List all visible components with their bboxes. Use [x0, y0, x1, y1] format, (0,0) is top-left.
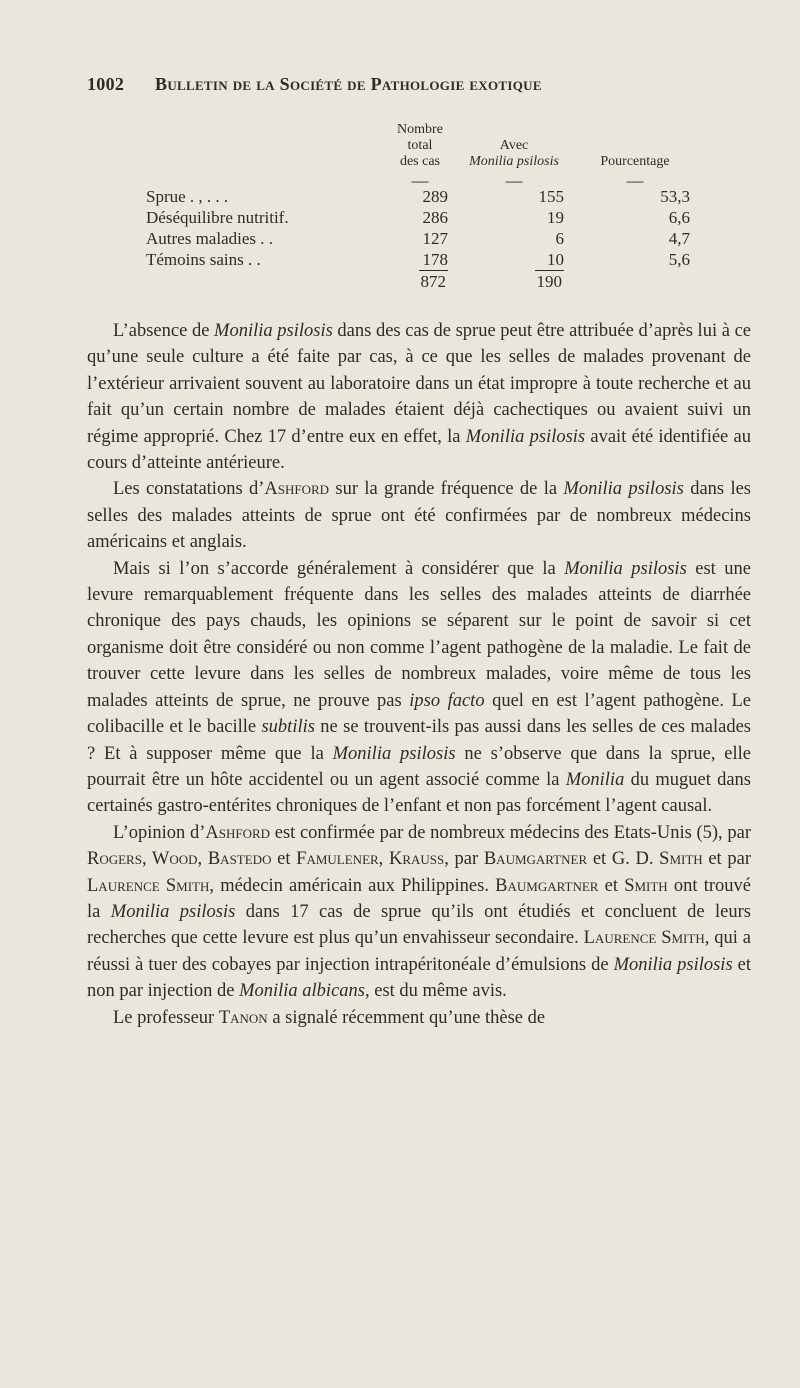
- row-pct: 4,7: [668, 229, 690, 248]
- latin-phrase: ipso facto: [409, 690, 485, 711]
- text-run: ne se trouvent-ils pas aussi dans les selles de ces malades ? Et à supposer même que la: [87, 717, 751, 764]
- paragraph-3: [87, 556, 751, 820]
- text-run: L’opinion d’: [113, 822, 206, 843]
- running-header: [87, 74, 667, 95]
- row-pct: 5,6: [668, 250, 690, 269]
- text-run: dans 17 cas de sprue qu’ils ont étudiés et concluent de leurs recherches que cette levure est plus qu’un envahisseur secondaire.: [87, 901, 752, 949]
- text-run: et: [598, 875, 625, 896]
- species-name: Monilia psilosis: [110, 901, 236, 922]
- author-name: G. D. Smith: [611, 849, 703, 870]
- text-run: par: [448, 849, 484, 870]
- row-pct: 53,3: [660, 187, 690, 206]
- text-run: Le professeur: [113, 1007, 219, 1028]
- author-name: Smith: [624, 875, 668, 896]
- text-run: ont trouvé la: [87, 875, 751, 922]
- author-name: Famulener, Krauss,: [296, 849, 449, 870]
- text-run: qui a réussi à tuer des cobayes par injection intrapéritonéale d’émulsions de: [87, 928, 751, 975]
- header-percentage: [572, 122, 698, 176]
- paragraph-2: [87, 476, 751, 555]
- statistics-table: [140, 122, 698, 292]
- paragraph-4: [87, 820, 751, 1005]
- sum-total: 872: [420, 272, 446, 291]
- header-avec-line2: Monilia psilosis: [469, 154, 559, 169]
- page-number: 1002: [87, 74, 125, 94]
- row-label: Autres maladies . .: [146, 229, 273, 248]
- header-label-empty: [140, 122, 384, 176]
- row-total: 286: [422, 208, 448, 227]
- dash-divider: —: [411, 171, 429, 190]
- header-avec-line1: Avec: [499, 138, 529, 153]
- text-run: sur la grande fréquence de la: [329, 479, 564, 500]
- header-with-monilia: [456, 122, 572, 176]
- dash-divider: —: [505, 171, 523, 190]
- text-run: et: [587, 849, 612, 870]
- text-run: ne s’observe que dans la sprue, elle pourrait être un hôte accidentel ou un agent associé comme la: [87, 743, 751, 790]
- text-run: et par: [702, 849, 751, 870]
- article-body: [87, 318, 751, 1031]
- header-total-line2: des cas: [399, 154, 441, 169]
- author-name: Baumgartner: [495, 875, 599, 896]
- species-name: subtilis: [261, 717, 315, 738]
- text-run: est une levure remarquablement fréquente dans les selles des malades atteints de diarrhée chronique des pays chauds, les opinions se séparent sur le point de savoir si cet organisme doit être considéré ou non comme l’agent pathogène de la maladie. Le fait de trouver cette levure dans les selles de nombreux malades, voire même de tous les malades atteints de sprue, ne prouve pas: [87, 558, 751, 711]
- table-row: [140, 207, 698, 228]
- text-run: L’absence de: [113, 321, 215, 341]
- row-avec: 6: [555, 229, 564, 248]
- row-label: Sprue . , . . .: [146, 187, 229, 206]
- author-name: Tanon: [218, 1007, 268, 1028]
- table-header-row: [140, 122, 698, 176]
- text-run: dans des cas de sprue peut être attribuée d’après lui à ce qu’une seule culture a été faite par cas, à ce que les selles de malades provenant de l’extérieur arrivaient souvent au laboratoire dans un état impropre à toute recherche et au fait qu’un certain nombre de malades étaient déjà cachectiques ou avaient suivi un régime approprié. Chez 17 d’entre eux en effet, la: [87, 321, 751, 447]
- author-name: Laurence Smith,: [87, 875, 215, 896]
- text-run: et non par injection de: [87, 954, 751, 1002]
- text-run: médecin américain aux Philippines.: [214, 875, 496, 896]
- row-label: Témoins sains . .: [146, 250, 261, 269]
- dash-divider: —: [626, 171, 644, 190]
- text-run: quel en est l’agent pathogène. Le colibacille et le bacille: [87, 690, 751, 738]
- table-row: [140, 228, 698, 249]
- text-run: du muguet dans certainés gastro-entérites chroniques de l’enfant et non pas forcément l’agent causal.: [87, 769, 751, 817]
- text-run: est du même avis.: [369, 981, 507, 1002]
- text-run: a signalé récemment qu’une thèse de: [267, 1007, 546, 1028]
- row-avec: 10: [547, 250, 564, 269]
- row-avec: 19: [547, 208, 564, 227]
- author-name: Ashford: [205, 822, 271, 843]
- table-total-row: [140, 270, 698, 292]
- text-run: dans les selles des malades atteints de sprue ont été confirmées par de nombreux médecins américains et anglais.: [87, 479, 751, 553]
- author-name: Laurence Smith,: [583, 928, 710, 949]
- species-name: Monilia psilosis: [332, 743, 456, 764]
- sum-avec: 190: [536, 272, 562, 291]
- species-name: Monilia albicans,: [239, 981, 370, 1002]
- text-run: est confirmée par de nombreux médecins des Etats-Unis (5), par: [270, 822, 751, 843]
- header-pct-label: Pourcentage: [600, 154, 670, 169]
- species-name: Monilia psilosis: [563, 479, 684, 500]
- header-total-cases: [384, 122, 456, 176]
- species-name: Monilia psilosis: [564, 558, 687, 579]
- author-name: Ashford: [264, 479, 330, 500]
- row-avec: 155: [538, 187, 564, 206]
- paragraph-5: [87, 1005, 751, 1031]
- journal-title: Bulletin de la Société de Pathologie exotique: [155, 74, 542, 94]
- header-total-line1: Nombre total: [397, 122, 443, 153]
- table-row: [140, 249, 698, 270]
- species-name: Monilia: [565, 769, 625, 790]
- row-total: 289: [422, 187, 448, 206]
- paragraph-1: [87, 318, 751, 476]
- species-name: Monilia psilosis: [613, 954, 733, 975]
- author-name: Baumgartner: [483, 849, 588, 870]
- author-name: Rogers, Wood, Bastedo: [87, 849, 272, 870]
- text-run: Mais si l’on s’accorde généralement à considérer que la: [113, 558, 565, 579]
- text-run: Les constatations d’: [113, 479, 265, 500]
- text-run: avait été identifiée au cours d’atteinte antérieure.: [87, 426, 751, 474]
- row-total: 127: [422, 229, 448, 248]
- row-pct: 6,6: [668, 208, 690, 227]
- table-dash-row: [140, 176, 698, 186]
- row-total: 178: [422, 250, 448, 269]
- species-name: Monilia psilosis: [214, 321, 333, 341]
- text-run: et: [271, 849, 297, 870]
- row-label: Déséquilibre nutritif.: [146, 208, 289, 227]
- species-name: Monilia psilosis: [465, 426, 586, 447]
